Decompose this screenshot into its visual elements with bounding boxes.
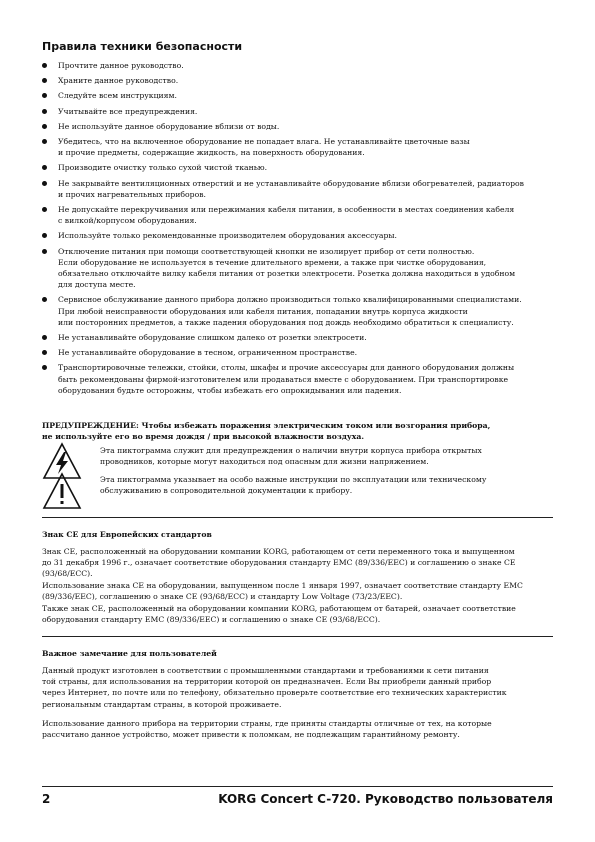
- text-line: Также знак CE, расположенный на оборудовании компании KORG, работающем от батарей, означает соответствие: [42, 604, 516, 613]
- bullet-text-line: Не устанавливайте оборудование слишком далеко от розетки электросети.: [58, 333, 367, 343]
- bullet-dot-icon: [42, 249, 47, 254]
- bullet-text-line: При любой неисправности оборудования или кабеля питания, попадании внутрь корпуса жидкости: [58, 306, 468, 316]
- page-title: Правила техники безопасности: [42, 40, 243, 53]
- text-line: региональным стандартам страны, в которой проживаете.: [42, 699, 282, 709]
- bullet-text-line: для доступа месте.: [58, 280, 136, 290]
- safety-list: [42, 60, 530, 400]
- bullet-text-line: Производите очистку только сухой чистой тканью.: [58, 163, 268, 173]
- bullet-text-line: быть рекомендованы фирмой-изготовителем или продаваться вместе с оборудованием. При транспортировке: [58, 374, 509, 384]
- notice-section-title: Важное замечание для пользователей: [42, 649, 217, 658]
- bullet-text-line: Не устанавливайте оборудование в тесном, ограниченном пространстве.: [58, 348, 358, 358]
- bullet-text-line: Не закрывайте вентиляционных отверстий и не устанавливайте оборудование вблизи обогревателей, радиаторов: [58, 178, 524, 188]
- bullet-dot-icon: [42, 124, 47, 129]
- ce-paragraph-2: [42, 580, 530, 602]
- warning-line-1: ПРЕДУПРЕЖДЕНИЕ: Чтобы избежать поражения электрическим током или возгорания прибора,: [42, 421, 491, 430]
- bullet-text-line: обязательно отключайте вилку кабеля питания от розетки электросети. Розетка должна находиться в удобном: [58, 269, 516, 279]
- bullet-dot-icon: [42, 335, 47, 340]
- exclamation-description: [100, 474, 530, 496]
- bullet-text-line: Отключение питания при помощи соответствующей кнопки не изолирует прибор от сети полностью.: [58, 246, 475, 256]
- text-line: Эта пиктограмма служит для предупреждения о наличии внутри корпуса прибора открытых: [100, 446, 482, 455]
- bullet-item: [42, 136, 530, 158]
- text-line: через Интернет, по почте или по телефону, обязательно проверьте соответствие его технических характеристик: [42, 688, 507, 698]
- ce-paragraph-1: [42, 546, 530, 580]
- bullet-item: [42, 347, 530, 358]
- bullet-dot-icon: [42, 78, 47, 83]
- bullet-dot-icon: [42, 365, 47, 370]
- bullet-dot-icon: [42, 233, 47, 238]
- bullet-dot-icon: [42, 297, 47, 302]
- bullet-text-line: и прочие предметы, содержащие жидкость, на поверхность оборудования.: [58, 148, 365, 158]
- bullet-dot-icon: [42, 350, 47, 355]
- text-line: (89/336/EEC), соглашению о знаке CE (93/68/ECC) и стандарту Low Voltage (73/23/EEC).: [42, 592, 403, 602]
- bullet-item: [42, 60, 530, 71]
- bullet-text-line: Убедитесь, что на включенное оборудование не попадает влага. Не устанавливайте цветочные вазы: [58, 137, 470, 147]
- lightning-description: [100, 445, 530, 467]
- bullet-item: [42, 162, 530, 173]
- bullet-dot-icon: [42, 181, 47, 186]
- notice-paragraph-2: [42, 718, 530, 740]
- page-number: 2: [42, 792, 51, 806]
- warning-statement: [42, 420, 542, 442]
- warning-line-2: не используйте его во время дождя / при высокой влажности воздуха.: [42, 432, 365, 442]
- bullet-item: [42, 246, 530, 291]
- text-line: Эта пиктограмма указывает на особо важные инструкции по эксплуатации или техническому: [100, 475, 487, 484]
- section-divider: [42, 517, 553, 518]
- bullet-text-line: Прочтите данное руководство.: [58, 61, 184, 70]
- bullet-item: [42, 121, 530, 132]
- text-line: проводников, которые могут находиться под опасным для жизни напряжением.: [100, 457, 429, 467]
- bullet-text-line: или посторонних предметов, а также падения оборудования под дождь необходимо обратиться к специалисту.: [58, 317, 514, 327]
- text-line: той страны, для использования на территории которой он предназначен. Если Вы приобрели данный прибор: [42, 677, 492, 687]
- bullet-text-line: Используйте только рекомендованные производителем оборудования аксессуары.: [58, 231, 397, 241]
- bullet-item: [42, 230, 530, 241]
- bullet-text-line: Учитывайте все предупреждения.: [58, 106, 198, 116]
- notice-paragraph-1: [42, 665, 530, 710]
- exclamation-warning-icon: [42, 472, 82, 510]
- footer-divider: [42, 786, 553, 787]
- section-divider: [42, 636, 553, 637]
- text-line: (93/68/ECC).: [42, 569, 93, 579]
- bullet-item: [42, 90, 530, 101]
- bullet-dot-icon: [42, 63, 47, 68]
- bullet-text-line: Сервисное обслуживание данного прибора должно производиться только квалифицированными специалистами.: [58, 295, 522, 305]
- text-line: Знак CE, расположенный на оборудовании компании KORG, работающем от сети переменного тока и выпущенном: [42, 547, 515, 556]
- bullet-item: [42, 75, 530, 86]
- text-line: обслуживанию в сопроводительной документации к прибору.: [100, 486, 353, 496]
- bullet-text-line: Транспортировочные тележки, стойки, столы, шкафы и прочие аксессуары для данного оборудования должны: [58, 363, 515, 373]
- bullet-dot-icon: [42, 109, 47, 114]
- text-line: оборудования стандарту EMC (89/336/EEC) и соглашению о знаке CE (93/68/ECC).: [42, 615, 381, 625]
- bullet-text-line: Храните данное руководство.: [58, 76, 179, 86]
- bullet-text-line: оборудования будьте осторожны, чтобы избежать его опрокидывания или падения.: [58, 385, 402, 395]
- bullet-dot-icon: [42, 165, 47, 170]
- bullet-item: [42, 332, 530, 343]
- bullet-item: [42, 362, 530, 396]
- bullet-item: [42, 294, 530, 328]
- bullet-text-line: Не допускайте перекручивания или пережимания кабеля питания, в особенности в местах соединения кабеля: [58, 205, 515, 215]
- text-line: до 31 декабря 1996 г., означает соответствие оборудования стандарту EMC (89/336/EEC) и соглашению о знаке CE: [42, 558, 516, 568]
- footer-title: KORG Concert C-720. Руководство пользователя: [218, 792, 553, 806]
- text-line: Использование данного прибора на территории страны, где приняты стандарты отличные от тех, на которые: [42, 719, 492, 728]
- bullet-text-line: с вилкой/корпусом оборудования.: [58, 216, 197, 226]
- bullet-dot-icon: [42, 207, 47, 212]
- ce-section-title: Знак CE для Европейских стандартов: [42, 530, 212, 539]
- text-line: Использование знака CE на оборудовании, выпущенном после 1 января 1997, означает соответствие стандарту EMC: [42, 581, 523, 590]
- bullet-text-line: Не используйте данное оборудование вблизи от воды.: [58, 121, 280, 131]
- bullet-item: [42, 178, 530, 200]
- bullet-item: [42, 204, 530, 226]
- bullet-text-line: Следуйте всем инструкциям.: [58, 91, 177, 101]
- text-line: рассчитано данное устройство, может привести к поломкам, не подлежащим гарантийному ремонту.: [42, 730, 460, 740]
- bullet-item: [42, 106, 530, 117]
- bullet-dot-icon: [42, 139, 47, 144]
- ce-paragraph-3: [42, 603, 530, 625]
- bullet-dot-icon: [42, 93, 47, 98]
- bullet-text-line: Если оборудование не используется в течение длительного времени, а также при чистке оборудования,: [58, 257, 487, 267]
- bullet-text-line: и прочих нагревательных приборов.: [58, 189, 206, 199]
- text-line: Данный продукт изготовлен в соответствии с промышленными стандартами и требованиями к сети питания: [42, 666, 489, 675]
